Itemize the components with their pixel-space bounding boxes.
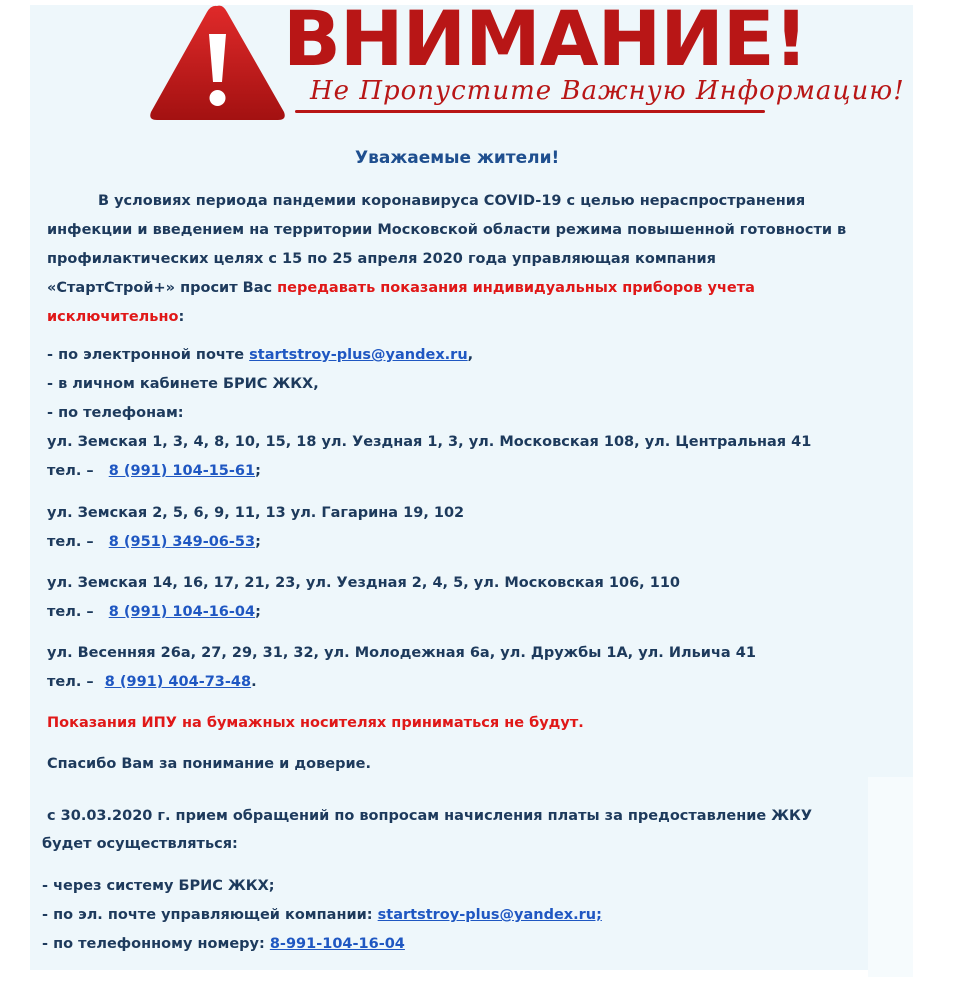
phone-group-3-tel <box>47 604 261 621</box>
phone-group-3-addresses: ул. Земская 14, 16, 17, 21, 23, ул. Уездная 2, 4, 5, ул. Московская 106, 110 <box>47 575 681 591</box>
method-email <box>47 347 473 364</box>
phone-group-1-tel <box>47 463 261 480</box>
notice-item-email <box>42 907 602 924</box>
intro-line-4-text: «СтартСтрой+» просит Вас <box>47 280 278 296</box>
phone-group-4-tel <box>47 674 257 691</box>
intro-line-4 <box>47 280 755 297</box>
phone-group-4-addresses: ул. Весенняя 26а, 27, 29, 31, 32, ул. Молодежная 6а, ул. Дружбы 1А, ул. Ильича 41 <box>47 645 756 661</box>
attention-title: ВНИМАНИЕ! <box>283 0 808 83</box>
notice-line-2: будет осуществляться: <box>42 836 238 852</box>
intro-line-3: профилактических целях с 15 по 25 апреля 2020 года управляющая компания <box>47 251 716 267</box>
paper-readings-warning: Показания ИПУ на бумажных носителях приниматься не будут. <box>47 715 584 731</box>
notice-phone-label: - по телефонному номеру: <box>42 936 270 952</box>
phone-group-2-addresses: ул. Земская 2, 5, 6, 9, 11, 13 ул. Гагарина 19, 102 <box>47 505 465 521</box>
notice-email-link[interactable]: startstroy-plus@yandex.ru; <box>377 907 602 923</box>
warning-triangle-icon <box>145 0 290 125</box>
phone-link-4[interactable]: 8 (991) 404-73-48 <box>104 674 252 690</box>
method-phones-label: - по телефонам: <box>47 405 184 421</box>
tel-label: тел. – <box>47 534 99 550</box>
method-cabinet: - в личном кабинете БРИС ЖКХ, <box>47 376 319 392</box>
method-email-comma: , <box>467 347 474 363</box>
notice-item-bris: - через систему БРИС ЖКХ; <box>42 878 275 894</box>
tel-label: тел. – <box>47 674 99 690</box>
tel-separator: ; <box>255 604 261 620</box>
phone-link-2[interactable]: 8 (951) 349-06-53 <box>108 534 256 550</box>
phone-group-1-addresses: ул. Земская 1, 3, 4, 8, 10, 15, 18 ул. Уездная 1, 3, ул. Московская 108, ул. Центральная 41 <box>47 434 812 450</box>
email-link[interactable]: startstroy-plus@yandex.ru <box>249 347 468 363</box>
tel-label: тел. – <box>47 604 99 620</box>
notice-line-1: с 30.03.2020 г. прием обращений по вопросам начисления платы за предоставление ЖКУ <box>47 808 813 824</box>
exclusively-highlight: исключительно <box>47 309 179 325</box>
method-email-label: - по электронной почте <box>47 347 250 363</box>
intro-line-5 <box>47 309 184 326</box>
intro-line-2: инфекции и введением на территории Московской области режима повышенной готовности в <box>47 222 847 238</box>
notice-phone-link[interactable]: 8-991-104-16-04 <box>269 936 405 952</box>
intro-line-5-colon: : <box>178 309 185 325</box>
attention-banner <box>145 0 905 125</box>
phone-group-2-tel <box>47 534 261 551</box>
tel-label: тел. – <box>47 463 99 479</box>
tel-separator: ; <box>255 534 261 550</box>
subtitle-underline <box>295 110 765 113</box>
meter-readings-highlight: передавать показания индивидуальных приборов учета <box>277 280 755 296</box>
tel-separator: ; <box>255 463 261 479</box>
tel-separator: . <box>251 674 257 690</box>
phone-link-3[interactable]: 8 (991) 104-16-04 <box>108 604 256 620</box>
notice-item-phone <box>42 936 405 953</box>
phone-link-1[interactable]: 8 (991) 104-15-61 <box>108 463 256 479</box>
intro-line-1: В условиях периода пандемии коронавируса COVID-19 с целью нераспространения <box>98 193 806 209</box>
attention-subtitle: Не Пропустите Важную Информацию! <box>310 76 905 106</box>
greeting-heading: Уважаемые жители! <box>355 148 560 168</box>
thanks-text: Спасибо Вам за понимание и доверие. <box>47 756 371 772</box>
notice-email-label: - по эл. почте управляющей компании: <box>42 907 378 923</box>
panel-edge <box>868 777 913 977</box>
